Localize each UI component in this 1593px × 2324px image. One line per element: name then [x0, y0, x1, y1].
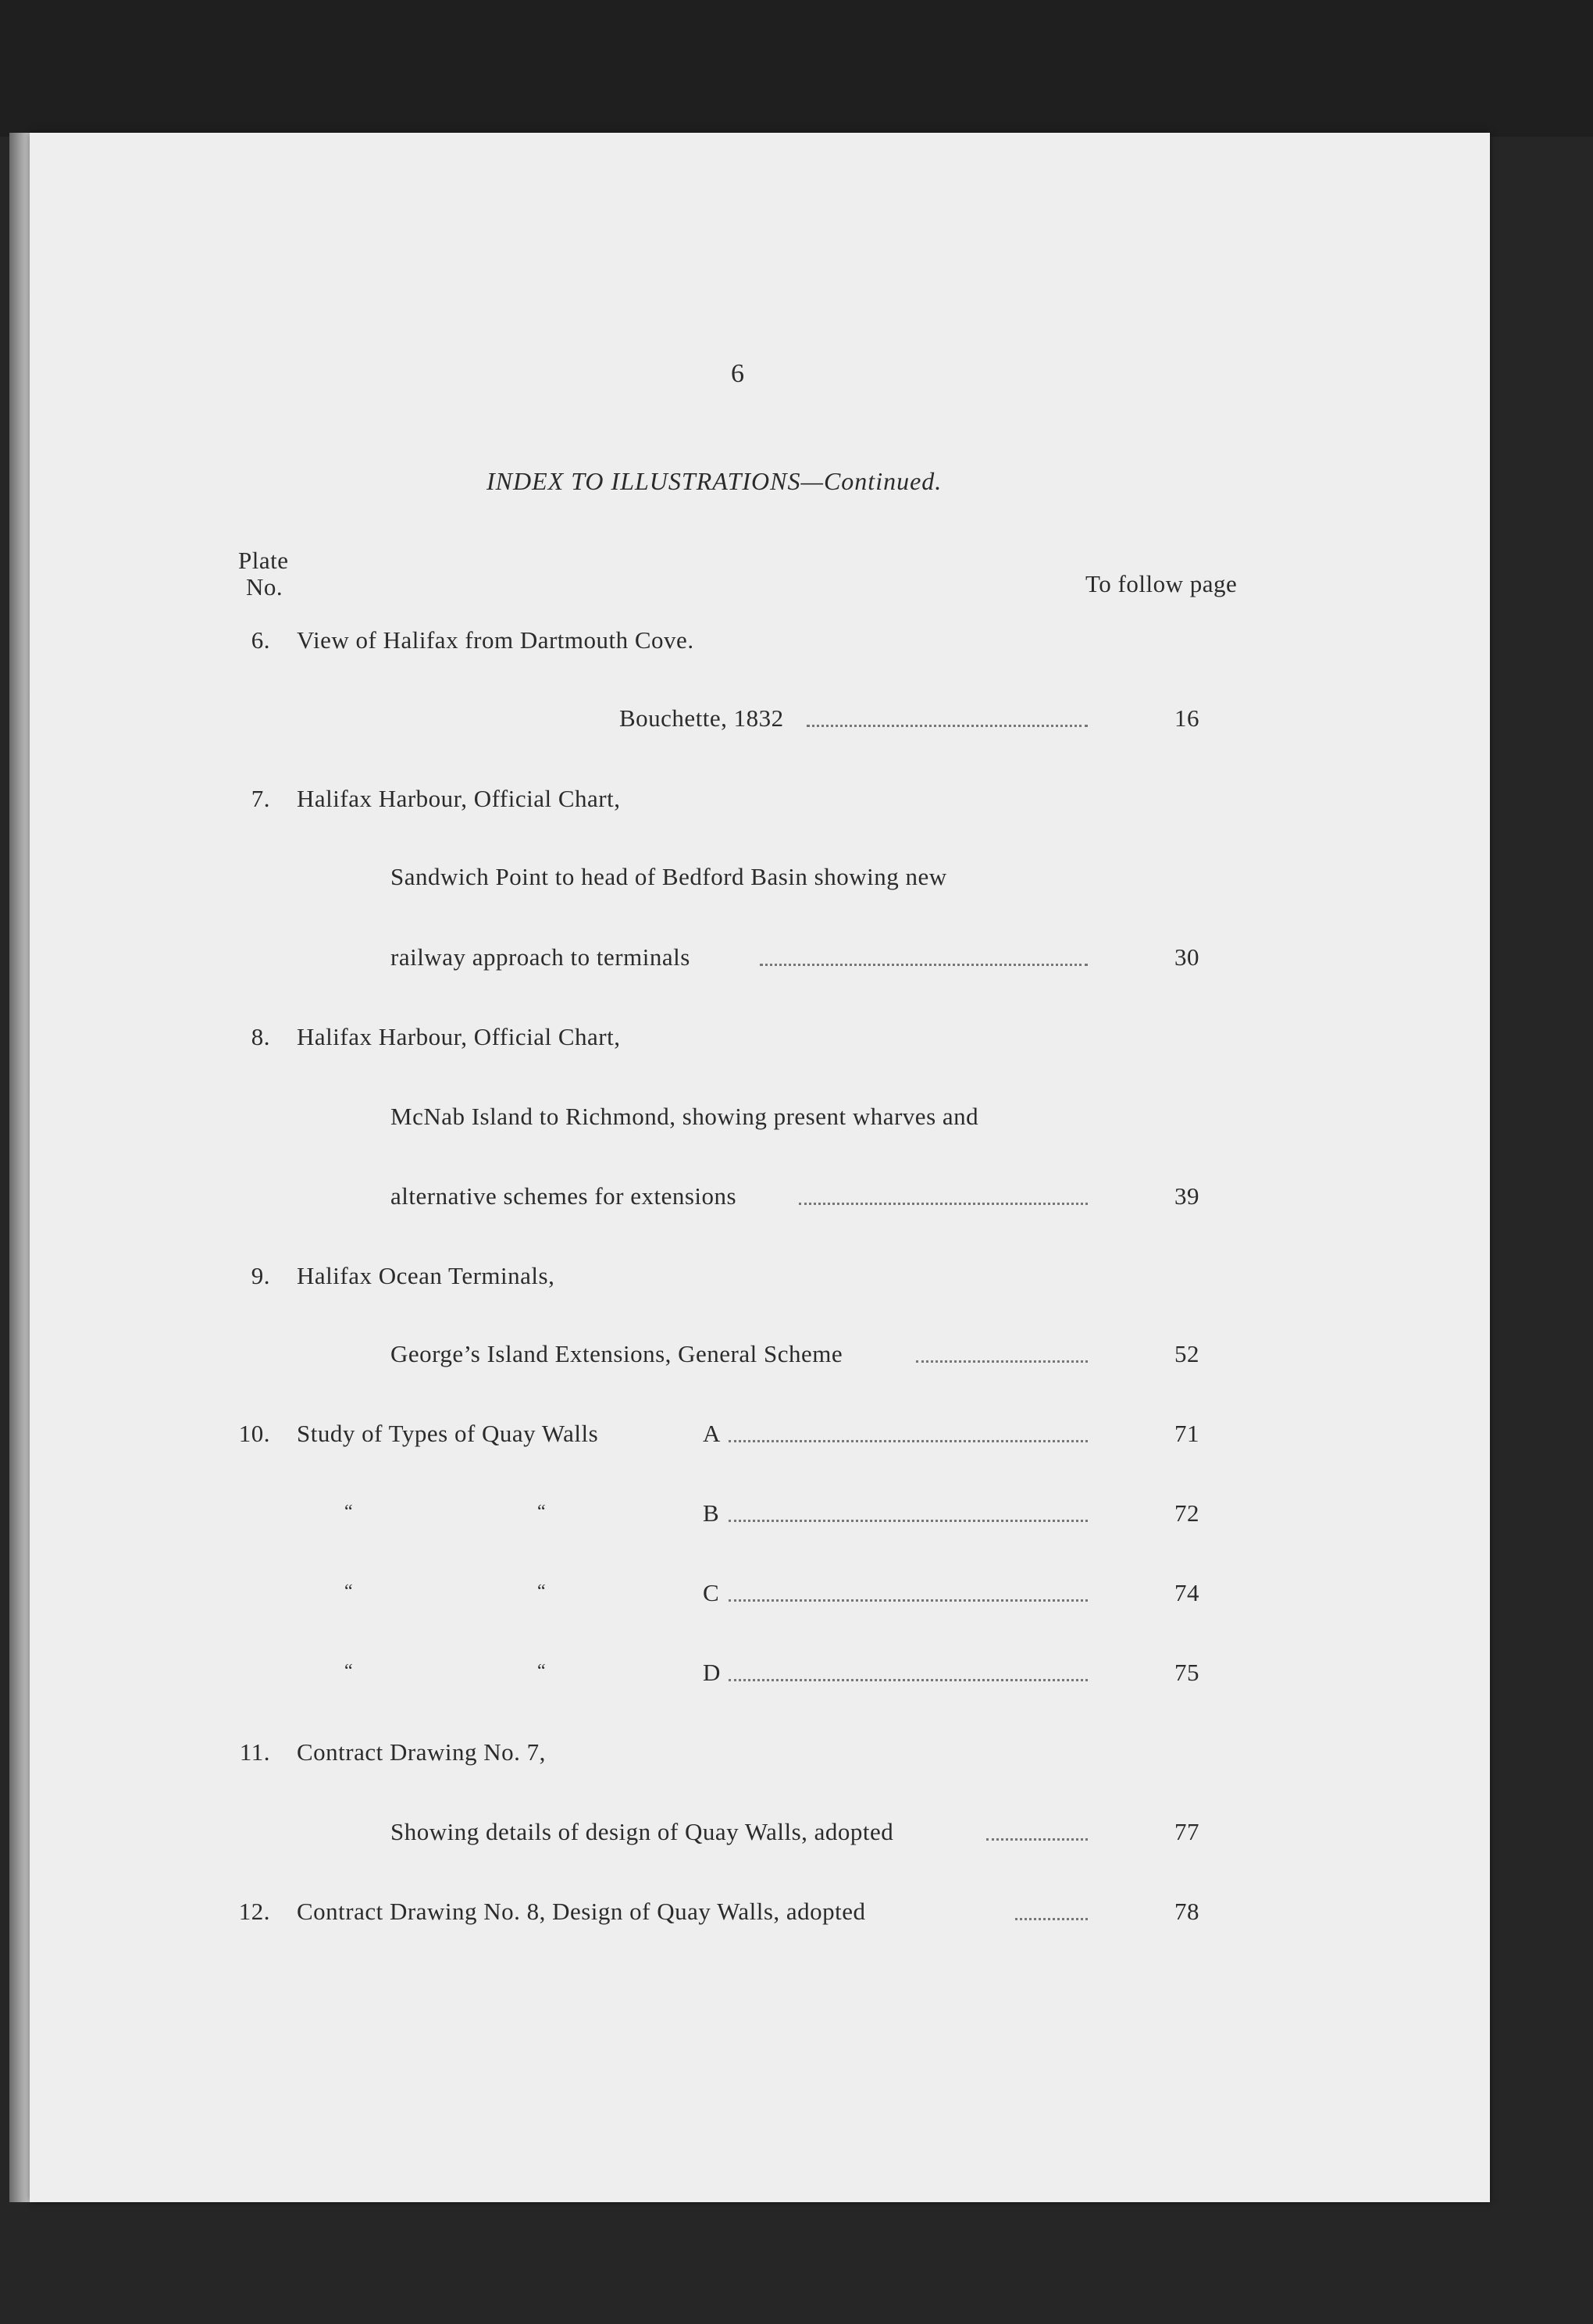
dot-leader	[760, 959, 1088, 966]
entry-title: View of Halifax from Dartmouth Cove.	[297, 626, 694, 654]
entry-number: 7.	[251, 785, 270, 812]
entry-page: 39	[1174, 1182, 1199, 1210]
document-page	[30, 133, 1490, 2202]
dot-leader	[729, 1674, 1088, 1681]
entry-number: 12.	[238, 1898, 270, 1925]
entry-page: 30	[1174, 943, 1199, 971]
entry-detail: George’s Island Extensions, General Scheme	[390, 1340, 843, 1367]
entry-page: 16	[1174, 704, 1199, 732]
page-title	[486, 467, 942, 496]
entry-number: 10.	[238, 1420, 270, 1447]
entry-number: 9.	[251, 1262, 270, 1289]
page-number: 6	[731, 359, 745, 388]
title-suffix: Continued.	[823, 467, 943, 495]
variant-letter: B	[703, 1499, 720, 1527]
ditto-mark: “	[537, 1581, 547, 1602]
entry-number: 8.	[251, 1023, 270, 1050]
entry-number: 6.	[251, 626, 270, 654]
entry-title: Halifax Harbour, Official Chart,	[297, 1023, 621, 1050]
header-follow-page: To follow page	[1085, 570, 1238, 597]
entry-title: Halifax Harbour, Official Chart,	[297, 785, 621, 812]
ditto-mark: “	[344, 1661, 354, 1681]
entry-page: 74	[1174, 1579, 1199, 1606]
dot-leader	[986, 1834, 1088, 1841]
entry-title: Contract Drawing No. 7,	[297, 1738, 546, 1766]
scan-background	[0, 0, 1593, 137]
entry-page: 72	[1174, 1499, 1199, 1527]
header-no: No.	[246, 573, 283, 601]
title-main: INDEX TO ILLUSTRATIONS—	[486, 467, 824, 495]
entry-page: 52	[1174, 1340, 1199, 1367]
dot-leader	[799, 1198, 1088, 1205]
entry-detail: alternative schemes for extensions	[390, 1182, 737, 1210]
variant-letter: A	[703, 1420, 721, 1447]
entry-detail: Sandwich Point to head of Bedford Basin showing new	[390, 863, 947, 890]
variant-letter: D	[703, 1659, 721, 1686]
variant-letter: C	[703, 1579, 720, 1606]
entry-title: Halifax Ocean Terminals,	[297, 1262, 555, 1289]
dot-leader	[729, 1515, 1088, 1522]
entry-detail: Bouchette, 1832	[619, 704, 784, 732]
ditto-mark: “	[537, 1502, 547, 1522]
ditto-mark: “	[537, 1661, 547, 1681]
entry-detail: railway approach to terminals	[390, 943, 690, 971]
dot-leader	[1015, 1913, 1088, 1920]
ditto-mark: “	[344, 1581, 354, 1602]
entry-page: 75	[1174, 1659, 1199, 1686]
dot-leader	[729, 1435, 1088, 1442]
entry-detail: McNab Island to Richmond, showing present wharves and	[390, 1103, 979, 1130]
dot-leader	[807, 720, 1088, 727]
entry-page: 77	[1174, 1818, 1199, 1845]
ditto-mark: “	[344, 1502, 354, 1522]
entry-title: Contract Drawing No. 8, Design of Quay Walls, adopted	[297, 1898, 866, 1925]
dot-leader	[916, 1356, 1088, 1363]
entry-page: 71	[1174, 1420, 1199, 1447]
entry-number: 11.	[239, 1738, 270, 1766]
header-plate: Plate	[238, 547, 289, 574]
entry-detail: Showing details of design of Quay Walls, adopted	[390, 1818, 894, 1845]
entry-page: 78	[1174, 1898, 1199, 1925]
entry-title: Study of Types of Quay Walls	[297, 1420, 599, 1447]
dot-leader	[729, 1595, 1088, 1602]
